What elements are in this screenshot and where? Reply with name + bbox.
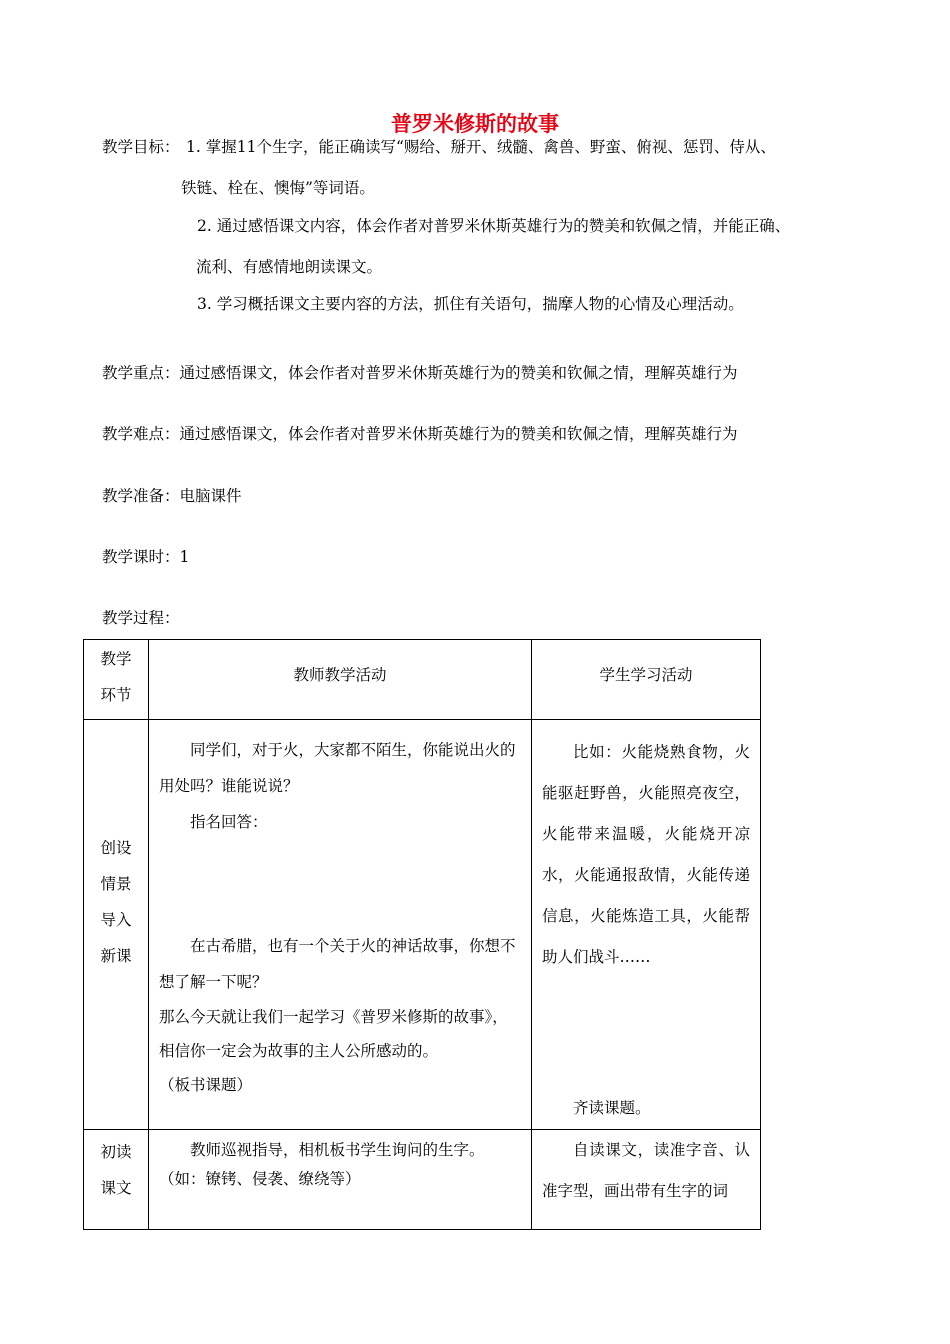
teacher-activity-cell bbox=[149, 1130, 532, 1230]
teacher-paragraph: 在古希腊，也有一个关于火的神话故事，你想不想了解一下呢？ bbox=[159, 937, 516, 991]
objective-2-line-1: 2. 通过感悟课文内容，体会作者对普罗米休斯英雄行为的赞美和钦佩之情，并能正确、 bbox=[197, 217, 791, 235]
student-activity-cell bbox=[532, 1130, 761, 1230]
teaching-difficulty: 教学难点：通过感悟课文，体会作者对普罗米休斯英雄行为的赞美和钦佩之情，理解英雄行为 bbox=[102, 425, 738, 443]
student-paragraph: 齐读课题。 bbox=[573, 1099, 651, 1117]
stage-line: 初读 bbox=[100, 1143, 132, 1161]
stage-line: 新课 bbox=[100, 947, 132, 965]
table-header-row bbox=[84, 640, 761, 720]
teacher-paragraph: 那么今天就让我们一起学习《普罗米修斯的故事》，相信你一定会为故事的主人公所感动的。 bbox=[159, 1008, 508, 1060]
teaching-focus: 教学重点：通过感悟课文，体会作者对普罗米休斯英雄行为的赞美和钦佩之情，理解英雄行为 bbox=[102, 364, 738, 382]
objective-3: 3. 学习概括课文主要内容的方法，抓住有关语句，揣摩人物的心情及心理活动。 bbox=[197, 295, 744, 313]
header-stage-line-1: 教学 bbox=[100, 650, 132, 668]
student-paragraph: 比如：火能烧熟食物，火能驱赶野兽，火能照亮夜空，火能带来温暖，火能烧开凉水，火能通报敌情，火能传递信息，火能炼造工具，火能帮助人们战斗…… bbox=[542, 743, 750, 966]
header-stage-line-2: 环节 bbox=[100, 686, 132, 704]
stage-line: 情景 bbox=[100, 875, 132, 893]
table-row bbox=[84, 1130, 761, 1230]
teaching-preparation: 教学准备：电脑课件 bbox=[102, 487, 242, 505]
teacher-paragraph: 同学们，对于火，大家都不陌生，你能说出火的用处吗？谁能说说？ bbox=[159, 741, 516, 795]
objective-2-line-2: 流利、有感情地朗读课文。 bbox=[196, 258, 383, 276]
table-row bbox=[84, 720, 761, 1130]
header-student-label: 学生学习活动 bbox=[599, 666, 693, 684]
student-activity-cell bbox=[532, 720, 761, 1130]
header-stage-cell bbox=[84, 640, 149, 720]
stage-cell-intro bbox=[84, 720, 149, 1130]
teacher-activity-cell bbox=[149, 720, 532, 1130]
objective-1-line-2: 铁链、栓在、懊悔”等词语。 bbox=[181, 179, 375, 197]
stage-line: 课文 bbox=[100, 1179, 132, 1197]
stage-line: 导入 bbox=[100, 911, 132, 929]
stage-line: 创设 bbox=[100, 839, 132, 857]
header-teacher-cell bbox=[149, 640, 532, 720]
teacher-paragraph: 教师巡视指导，相机板书学生询问的生字。 bbox=[190, 1141, 485, 1159]
stage-cell-read bbox=[84, 1130, 149, 1230]
objective-1-line-1: 1. 掌握11个生字，能正确读写“赐给、掰开、绒髓、禽兽、野蛮、俯视、惩罚、侍从、 bbox=[186, 138, 776, 156]
header-teacher-label: 教师教学活动 bbox=[293, 666, 387, 684]
teacher-paragraph: 指名回答： bbox=[190, 813, 268, 831]
header-student-cell bbox=[532, 640, 761, 720]
objectives-label: 教学目标： bbox=[102, 138, 180, 156]
teacher-paragraph: （板书课题） bbox=[159, 1076, 253, 1094]
teaching-hours: 教学课时：1 bbox=[102, 548, 190, 566]
process-label: 教学过程： bbox=[102, 609, 180, 627]
student-paragraph: 自读课文，读准字音、认准字型，画出带有生字的词 bbox=[542, 1141, 750, 1200]
teacher-paragraph: （如：镣铐、侵袭、缭绕等） bbox=[159, 1170, 361, 1188]
document-title: 普罗米修斯的故事 bbox=[391, 112, 559, 136]
teaching-process-table bbox=[83, 639, 761, 1230]
